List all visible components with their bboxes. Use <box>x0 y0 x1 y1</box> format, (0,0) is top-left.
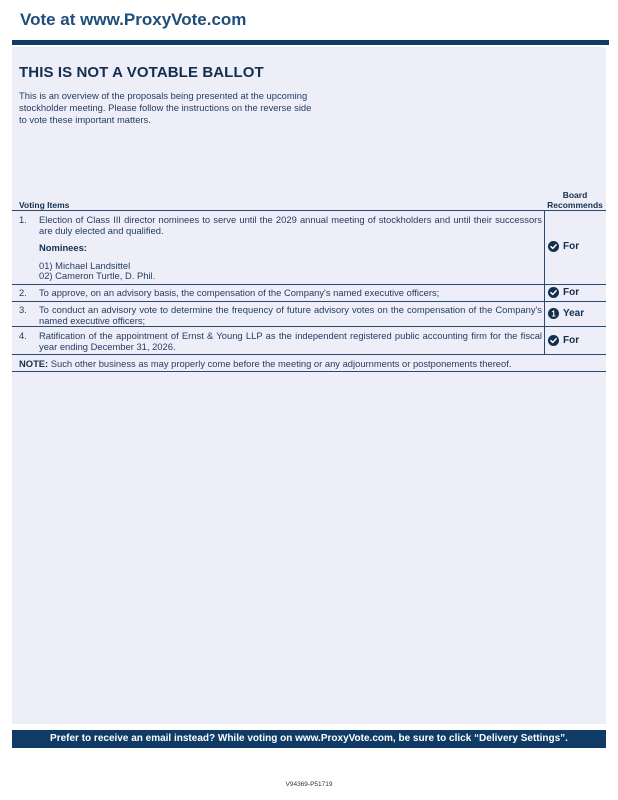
header-title: Vote at www.ProxyVote.com <box>20 10 247 29</box>
item-text: Election of Class III director nominees to serve until the 2029 annual meeting of stockholders and until their successors are duly elected and qualified. <box>39 214 542 236</box>
recommendation-label: For <box>563 287 580 298</box>
recommendation-1 <box>548 241 608 252</box>
board-header-line2: Recommends <box>547 200 603 210</box>
voting-item-1 <box>12 211 606 284</box>
recommendation-label: For <box>563 335 580 346</box>
voting-item-2 <box>12 285 606 301</box>
check-circle-icon <box>548 287 559 298</box>
item-number: 2. <box>19 287 27 298</box>
row-rule <box>12 354 606 355</box>
item-number: 1. <box>19 214 27 225</box>
voting-item-3 <box>12 302 606 326</box>
ballot-panel <box>12 47 606 724</box>
item-number: 4. <box>19 330 27 341</box>
check-circle-icon <box>548 241 559 252</box>
recommendation-label: Year <box>563 308 585 319</box>
delivery-settings-banner: Prefer to receive an email instead? While voting on www.ProxyVote.com, be sure to click “Delivery Settings”. <box>12 730 606 748</box>
ballot-heading: THIS IS NOT A VOTABLE BALLOT <box>19 64 264 81</box>
item-number: 3. <box>19 304 27 315</box>
ballot-note <box>19 358 511 369</box>
board-header-line1: Board <box>562 190 588 200</box>
nominee-2: 02) Cameron Turtle, D. Phil. <box>39 270 156 281</box>
item-text: To approve, on an advisory basis, the compensation of the Company's named executive officers; <box>39 287 440 298</box>
note-text: Such other business as may properly come before the meeting or any adjournments or postponements thereof. <box>48 358 512 369</box>
document-code: V94369-P51719 <box>285 781 333 788</box>
nominees-label: Nominees: <box>39 242 87 253</box>
note-label: NOTE: <box>19 358 49 369</box>
header-divider <box>12 40 609 45</box>
voting-items-header: Voting Items <box>19 200 70 210</box>
nominee-1: 01) Michael Landsittel <box>39 260 131 271</box>
number-one-circle-icon <box>548 308 559 319</box>
voting-item-4 <box>12 327 606 354</box>
item-text: To conduct an advisory vote to determine the frequency of future advisory votes on the compensation of the Company's named executive officers; <box>39 304 542 326</box>
recommendation-label: For <box>563 241 580 252</box>
recommendation-2 <box>548 287 608 298</box>
check-circle-icon <box>548 335 559 346</box>
recommendation-3 <box>548 308 608 319</box>
item-text: Ratification of the appointment of Ernst & Young LLP as the independent registered public accounting firm for the fiscal year ending December 31, 2026. <box>39 330 542 352</box>
ballot-intro: This is an overview of the proposals being presented at the upcoming stockholder meeting. Please follow the instructions on the reverse side to vote these important matters. <box>19 90 312 125</box>
recommendation-4 <box>548 335 608 346</box>
table-bottom-rule <box>12 371 606 372</box>
board-recommends-header <box>540 190 610 210</box>
number-one-circle-digit: 1 <box>551 309 556 319</box>
